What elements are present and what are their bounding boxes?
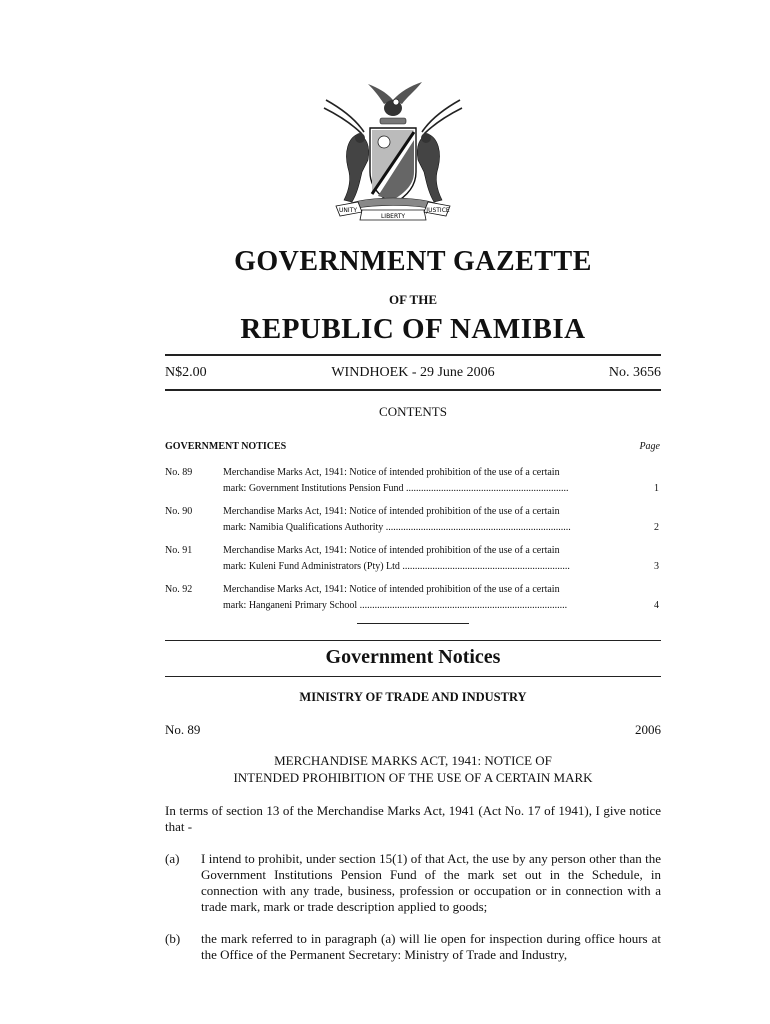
notice-year: 2006 <box>635 722 661 737</box>
gazette-title: GOVERNMENT GAZETTE <box>234 246 592 277</box>
toc-entry-number: No. 90 <box>165 506 193 517</box>
contents-heading: CONTENTS <box>379 404 447 419</box>
notices-title: Government Notices <box>325 646 501 668</box>
notices-top-rule <box>165 640 661 641</box>
price: N$2.00 <box>165 365 207 380</box>
toc-entry-title: Merchandise Marks Act, 1941: Notice of intended prohibition of the use of a certain <box>223 584 560 595</box>
toc-entry-number: No. 92 <box>165 584 193 595</box>
notice-item-text: the mark referred to in paragraph (a) will lie open for inspection during office hours at the Office of the Permanent Secretary: Ministry of Trade and Industry, <box>201 931 661 962</box>
crest-motto-justice: JUSTICE <box>426 207 450 214</box>
toc-entry-page: 2 <box>654 522 659 533</box>
header-top-rule <box>165 354 661 356</box>
contents-end-rule <box>357 623 469 624</box>
toc-entry-page: 3 <box>654 561 659 572</box>
toc-entry-title-cont: mark: Hanganeni Primary School ................................................................................... <box>223 600 568 611</box>
toc-entry-title-cont: mark: Kuleni Fund Administrators (Pty) Ltd ................................................................... <box>223 561 570 572</box>
notice-number: No. 89 <box>165 722 201 737</box>
crest-motto-unity: UNITY <box>339 207 357 214</box>
republic-title: REPUBLIC OF NAMIBIA <box>240 313 586 345</box>
notice-heading-line2: INTENDED PROHIBITION OF THE USE OF A CERTAIN MARK <box>233 770 593 785</box>
notice-heading-line1: MERCHANDISE MARKS ACT, 1941: NOTICE OF <box>274 753 552 768</box>
toc-entry-title: Merchandise Marks Act, 1941: Notice of intended prohibition of the use of a certain <box>223 506 560 517</box>
toc-entry-title-cont: mark: Namibia Qualifications Authority .......................................................................... <box>223 522 571 533</box>
notice-intro: In terms of section 13 of the Merchandise Marks Act, 1941 (Act No. 17 of 1941), I give notice that - <box>165 803 661 834</box>
notice-item-text: I intend to prohibit, under section 15(1) of that Act, the use by any person other than the Government Institutions Pension Fund of the mark set out in the Schedule, in connection with any trade, business, profession or occupation or in connection with a trade mark, mark or trade description applied to goods; <box>201 851 661 914</box>
crest-motto-liberty: LIBERTY <box>380 213 406 220</box>
notice-item-label: (b) <box>165 931 181 946</box>
toc-entry-title: Merchandise Marks Act, 1941: Notice of intended prohibition of the use of a certain <box>223 467 560 478</box>
page-column-label: Page <box>639 441 660 452</box>
issue-number: No. 3656 <box>608 365 661 380</box>
toc-entry-title: Merchandise Marks Act, 1941: Notice of intended prohibition of the use of a certain <box>223 545 560 556</box>
toc-entry-page: 1 <box>654 483 659 494</box>
toc-entry-title-cont: mark: Government Institutions Pension Fund ................................................................. <box>223 483 569 494</box>
of-the-label: OF THE <box>388 292 438 307</box>
ministry-heading: MINISTRY OF TRADE AND INDUSTRY <box>299 690 527 704</box>
notices-bottom-rule <box>165 676 661 677</box>
toc-entry-number: No. 91 <box>165 545 193 556</box>
contents-section-heading: GOVERNMENT NOTICES <box>165 441 287 452</box>
toc-entry-page: 4 <box>654 600 659 611</box>
notice-item-label: (a) <box>165 851 180 866</box>
header-bottom-rule <box>165 389 661 391</box>
toc-entry-number: No. 89 <box>165 467 193 478</box>
coat-of-arms-emblem <box>318 80 468 225</box>
place-date: WINDHOEK - 29 June 2006 <box>331 365 495 380</box>
